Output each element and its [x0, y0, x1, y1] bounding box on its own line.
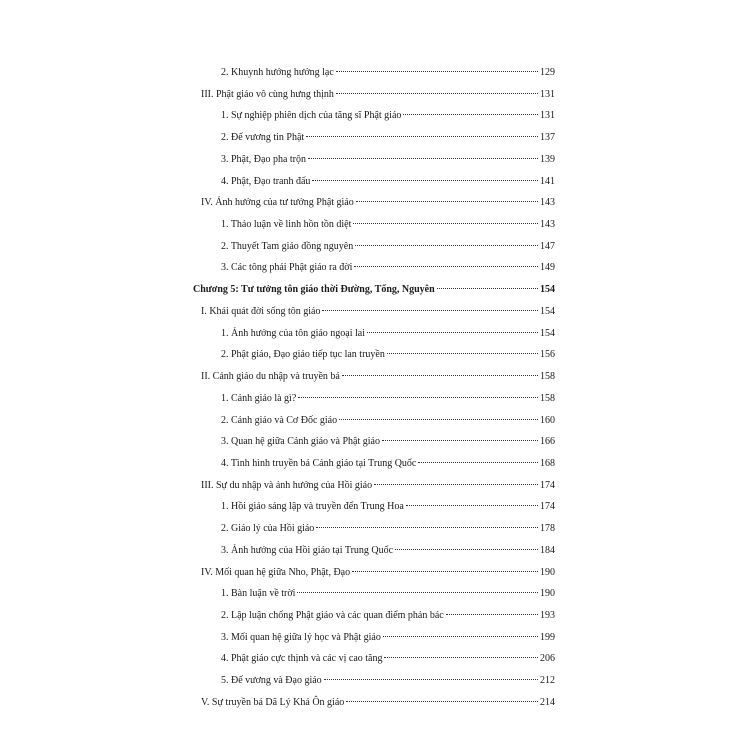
toc-entry-page-number: 184	[540, 544, 555, 556]
toc-entry-sub	[193, 149, 555, 171]
toc-entry-section	[193, 301, 555, 323]
toc-entry-title: 3. Các tông phái Phật giáo ra đời	[221, 262, 353, 274]
dot-leader	[374, 484, 538, 485]
toc-entry-title: 1. Sự nghiệp phiên dịch của tăng sĩ Phật giáo	[221, 110, 402, 122]
dot-leader	[387, 353, 538, 354]
toc-entry-sub	[193, 127, 555, 149]
dot-leader	[403, 114, 538, 115]
toc-entry-sub	[193, 257, 555, 279]
toc-entry-title: 2. Đế vương tin Phật	[221, 132, 305, 144]
toc-entry-title: 3. Phật, Đạo pha trộn	[221, 153, 306, 165]
toc-entry-page-number: 206	[540, 653, 555, 665]
dot-leader	[382, 440, 538, 441]
toc-entry-page-number: 160	[540, 414, 555, 426]
toc-entry-page-number: 131	[540, 110, 555, 122]
toc-entry-title: Chương 5: Tư tưởng tôn giáo thời Đường, Tống, Nguyên	[193, 284, 435, 296]
toc-entry-page-number: 193	[540, 609, 555, 621]
toc-entry-sub	[193, 627, 555, 649]
toc-entry-title: 1. Ảnh hưởng của tôn giáo ngoại lai	[221, 327, 366, 339]
toc-entry-page-number: 129	[540, 67, 555, 78]
toc-entry-section	[193, 366, 555, 388]
toc-entry-title: 2. Khuynh hướng hưởng lạc	[221, 67, 334, 78]
dot-leader	[324, 679, 538, 680]
toc-entry-page-number: 158	[540, 371, 555, 383]
dot-leader	[342, 375, 538, 376]
toc-entry-page-number: 178	[540, 523, 555, 535]
dot-leader	[367, 332, 538, 333]
toc-entry-title: 4. Phật giáo cực thịnh và các vị cao tăng	[221, 653, 383, 665]
toc-entry-sub	[193, 670, 555, 692]
toc-entry-page-number: 143	[540, 197, 555, 209]
toc-entry-chapter	[193, 279, 555, 301]
toc-entry-page-number: 137	[540, 132, 555, 144]
toc-entry-title: III. Sự du nhập và ảnh hưởng của Hồi giáo	[201, 479, 373, 491]
dot-leader	[354, 266, 538, 267]
toc-entry-sub	[193, 214, 555, 236]
toc-entry-sub	[193, 583, 555, 605]
toc-entry-page-number: 141	[540, 175, 555, 187]
toc-entry-page-number: 156	[540, 349, 555, 361]
toc-entry-page-number: 131	[540, 88, 555, 100]
dot-leader	[306, 136, 538, 137]
toc-entry-page-number: 143	[540, 219, 555, 231]
dot-leader	[355, 245, 538, 246]
toc-entry-title: 4. Phật, Đạo tranh đấu	[221, 175, 311, 187]
toc-entry-sub	[193, 171, 555, 193]
toc-entry-title: IV. Ảnh hưởng của tư tưởng Phật giáo	[201, 197, 354, 209]
toc-entry-title: 2. Giáo lý của Hồi giáo	[221, 523, 315, 535]
dot-leader	[336, 71, 538, 72]
dot-leader	[383, 636, 538, 637]
toc-entry-title: 5. Đế vương và Đạo giáo	[221, 675, 322, 687]
dot-leader	[446, 614, 538, 615]
toc-entry-section	[193, 84, 555, 106]
toc-entry-section	[193, 562, 555, 584]
toc-entry-title: I. Khái quát đời sống tôn giáo	[201, 305, 321, 317]
toc-entry-page-number: 190	[540, 566, 555, 578]
toc-entry-sub	[193, 648, 555, 670]
dot-leader	[336, 93, 538, 94]
toc-entry-title: V. Sự truyền bá Dã Lý Khả Ôn giáo	[201, 696, 345, 708]
toc-entry-title: 1. Thảo luận về linh hồn tồn diệt	[221, 219, 352, 231]
toc-entry-page-number: 190	[540, 588, 555, 600]
toc-entry-title: 3. Ảnh hưởng của Hồi giáo tại Trung Quốc	[221, 544, 394, 556]
toc-entry-title: 1. Hồi giáo sáng lập và truyền đến Trung Hoa	[221, 501, 404, 513]
dot-leader	[437, 288, 538, 289]
toc-entry-title: 3. Quan hệ giữa Cảnh giáo và Phật giáo	[221, 436, 380, 448]
toc-entry-title: 2. Cảnh giáo và Cơ Đốc giáo	[221, 414, 338, 426]
toc-entry-sub	[193, 518, 555, 540]
dot-leader	[297, 592, 538, 593]
toc-entry-sub	[193, 236, 555, 258]
dot-leader	[418, 462, 538, 463]
toc-entry-sub	[193, 323, 555, 345]
toc-entry-sub	[193, 496, 555, 518]
toc-entry-page-number: 174	[540, 501, 555, 513]
toc-entry-title: 2. Lập luận chống Phật giáo và các quan điểm phản bác	[221, 609, 444, 621]
toc-entry-page-number: 139	[540, 153, 555, 165]
dot-leader	[312, 180, 538, 181]
toc-entry-page-number: 154	[540, 305, 555, 317]
toc-entry-page-number: 214	[540, 696, 555, 708]
toc-entry-title: 4. Tình hình truyền bá Cảnh giáo tại Trung Quốc	[221, 457, 417, 469]
toc-entry-title: 3. Mối quan hệ giữa lý học và Phật giáo	[221, 631, 381, 643]
toc-entry-page-number: 166	[540, 436, 555, 448]
dot-leader	[316, 527, 538, 528]
toc-entry-title: III. Phật giáo vô cùng hưng thịnh	[201, 88, 334, 100]
toc-entry-section	[193, 692, 555, 714]
dot-leader	[384, 657, 538, 658]
toc-entry-page-number: 147	[540, 240, 555, 252]
dot-leader	[308, 158, 538, 159]
table-of-contents	[193, 62, 555, 714]
toc-entry-page-number: 149	[540, 262, 555, 274]
dot-leader	[298, 397, 538, 398]
toc-entry-title: 1. Bàn luận về trời	[221, 588, 296, 600]
dot-leader	[339, 419, 538, 420]
toc-entry-sub	[193, 410, 555, 432]
toc-entry-title: II. Cảnh giáo du nhập và truyền bá	[201, 371, 340, 383]
toc-entry-section	[193, 475, 555, 497]
toc-entry-section	[193, 192, 555, 214]
toc-entry-sub	[193, 344, 555, 366]
toc-entry-page-number: 154	[540, 284, 555, 296]
toc-entry-page-number: 174	[540, 479, 555, 491]
dot-leader	[353, 223, 538, 224]
toc-entry-sub	[193, 605, 555, 627]
dot-leader	[406, 505, 538, 506]
dot-leader	[352, 571, 538, 572]
toc-entry-title: 2. Thuyết Tam giáo đồng nguyên	[221, 240, 354, 252]
toc-entry-sub	[193, 431, 555, 453]
toc-entry-sub	[193, 453, 555, 475]
toc-entry-sub	[193, 540, 555, 562]
toc-entry-title: IV. Mối quan hệ giữa Nho, Phật, Đạo	[201, 566, 351, 578]
dot-leader	[356, 201, 538, 202]
toc-entry-page-number: 199	[540, 631, 555, 643]
toc-entry-page-number: 154	[540, 327, 555, 339]
dot-leader	[322, 310, 538, 311]
dot-leader	[395, 549, 538, 550]
toc-entry-page-number: 168	[540, 457, 555, 469]
toc-entry-sub	[193, 388, 555, 410]
toc-entry-title: 2. Phật giáo, Đạo giáo tiếp tục lan truyền	[221, 349, 385, 361]
toc-entry-sub	[193, 105, 555, 127]
toc-entry-page-number: 158	[540, 392, 555, 404]
toc-entry-title: 1. Cảnh giáo là gì?	[221, 392, 297, 404]
toc-entry-sub	[193, 62, 555, 84]
toc-entry-page-number: 212	[540, 675, 555, 687]
dot-leader	[346, 701, 538, 702]
